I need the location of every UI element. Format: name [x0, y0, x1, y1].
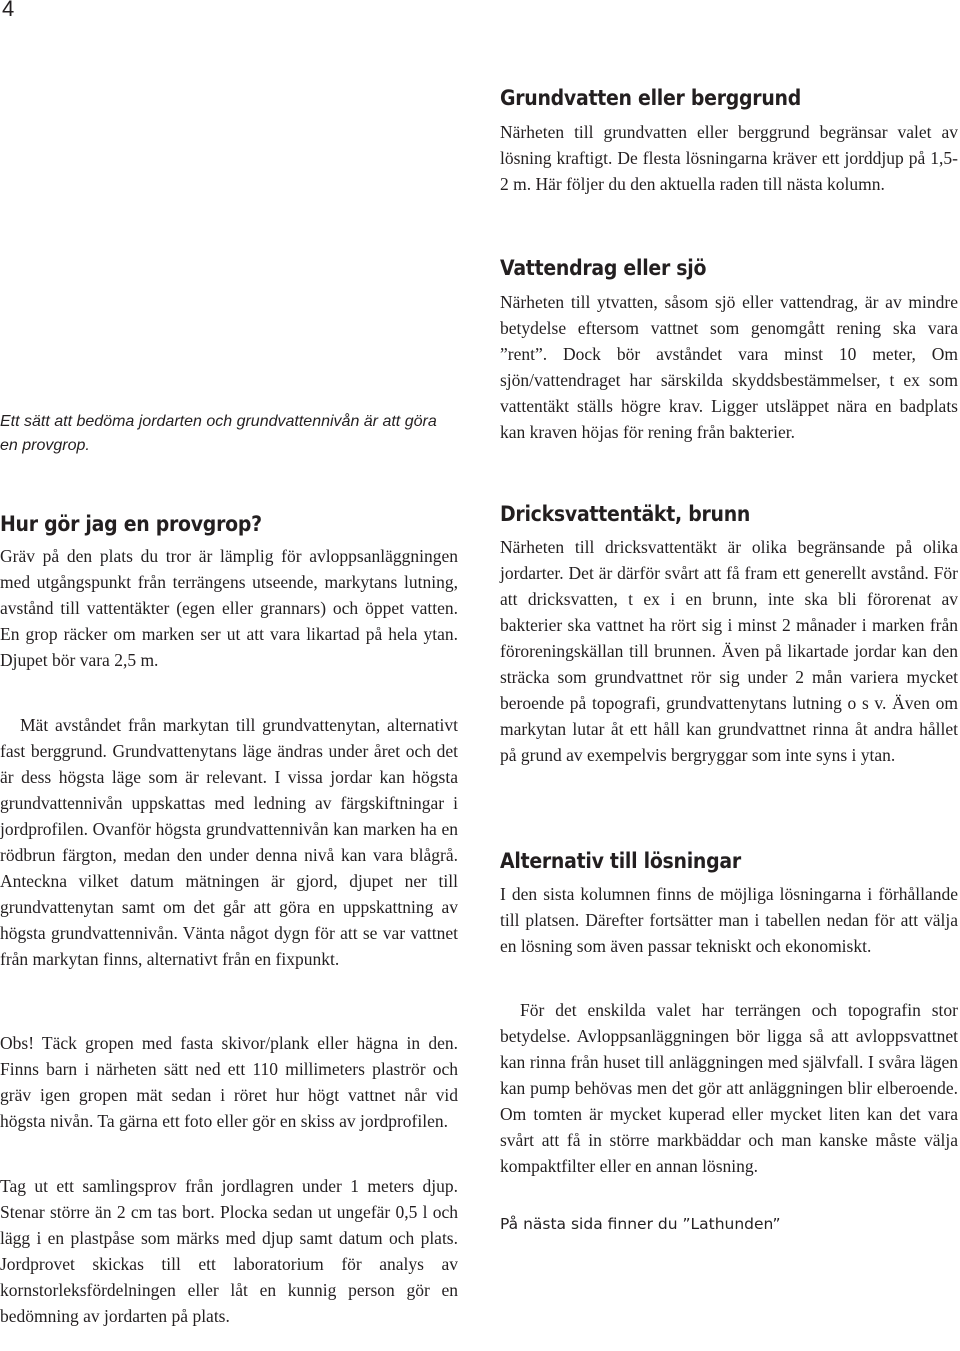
heading-vattendrag: Vattendrag eller sjö — [500, 256, 707, 280]
paragraph-dricksvatten: Närheten till dricksvattentäkt är olika begränsande på olika jordarter. Det är därför svårt att få fram ett generellt avstånd. För att dricksvatten, t ex i en brunn, inte ska bli förorenat av bakterier ska vattnet ha rört sig i minst 2 månader i marken från föroreningskällan till brunnen. Även på likartade jordar kan den sträcka som grundvattnet rör sig under 2 mån variera mycket beroende på topografi, grundvattenytans lutning o s v. Även om markytan lutar åt ett håll kan grundvattnet rinna åt andra hållet på grund av exempelvis bergryggar som inte syns i ytan. — [500, 537, 958, 765]
paragraph-grundvatten: Närheten till grundvatten eller berggrund begränsar valet av lösning kraftigt. De flesta lösningarna kräver ett jorddjup på 1,5-2 m. Här följer du den aktuella raden till nästa kolumn. — [500, 122, 958, 194]
paragraph-measure: Mät avståndet från markytan till grundvattenytan, alternativt fast berggrund. Grundvattenytans läge ändras under året och det är dess högsta läge som är relevant. I vissa jordar kan högsta grundvattennivån uppskattas med ledning av färgskiftningar i jordprofilen. Ovanför högsta grundvattennivån kan marken ha en rödbrun färgton, medan den under denna nivå kan vara blågrå. Anteckna vilket datum mätningen är gjord, djupet ner till grundvattenytan samt om det går att göra en uppskattning av högsta grundvattennivån. Vänta något dygn för att se var vattnet från markytan finns, alternativt från en fixpunkt. — [0, 715, 458, 969]
paragraph-vattendrag: Närheten till ytvatten, såsom sjö eller vattendrag, är av mindre betydelse eftersom vattnet som genomgått rening ska vara ”rent”. Dock bör avståndet vara minst 10 meter, Om sjön/vattendraget har särskilda skyddsbestämmelser, t ex som vattentäkt ställs högre krav. Ligger utsläppet nära en badplats kan kraven höjas för rening från bakterier. — [500, 292, 958, 442]
page-number: 4 — [2, 0, 15, 21]
heading-dricksvatten: Dricksvattentäkt, brunn — [500, 502, 751, 526]
photo-caption: Ett sätt att bedöma jordarten och grundvattennivån är att göra en provgrop. — [0, 413, 437, 454]
paragraph-dig-pit: Gräv på den plats du tror är lämplig för avloppsanläggningen med utgångspunkt från terrängens utseende, markytans lutning, avstånd till vattentäkter (egen eller grannars) och öppet vatten. En grop räcker om marken ser ut att vara likartad på hela ytan. Djupet bör vara 2,5 m. — [0, 546, 458, 670]
heading-alternativ: Alternativ till lösningar — [500, 849, 741, 873]
heading-grundvatten: Grundvatten eller berggrund — [500, 86, 801, 110]
heading-provgrop: Hur gör jag en provgrop? — [0, 512, 262, 536]
paragraph-alternativ-2: För det enskilda valet har terrängen och topografin stor betydelse. Avloppsanläggningen bör ligga så att avloppsvattnet kan rinna från huset till anläggningen med självfall. I svåra lägen kan pump behövas men det gör att anläggningen blir elberoende. Om tomten är mycket kuperad eller mycket liten kan det vara svårt att få in större markbäddar och man kanske måste välja kompaktfilter eller en annan lösning. — [500, 1000, 958, 1176]
next-page-note: På nästa sida finner du ”Lathunden” — [500, 1215, 781, 1233]
paragraph-warning: Obs! Täck gropen med fasta skivor/plank eller hägna in den. Finns barn i närheten sätt ned ett 110 millimeters plaströr och gräv igen gropen mät sedan i röret hur högt vattnet når vid högsta nivån. Ta gärna ett foto eller gör en skiss av jordprofilen. — [0, 1033, 458, 1131]
paragraph-sample: Tag ut ett samlingsprov från jordlagren under 1 meters djup. Stenar större än 2 cm tas bort. Plocka sedan ut ungefär 0,5 l och lägg i en plastpåse som märks med djup samt datum och plats. Jordprovet skickas till ett laboratorium för analys av kornstorleksfördelningen eller låt en kunnig person gör en bedömning av jordarten på plats. — [0, 1176, 458, 1326]
paragraph-alternativ-1: I den sista kolumnen finns de möjliga lösningarna i förhållande till platsen. Därefter fortsätter man i tabellen nedan för att välja en lösning som även passar tekniskt och ekonomiskt. — [500, 884, 958, 956]
